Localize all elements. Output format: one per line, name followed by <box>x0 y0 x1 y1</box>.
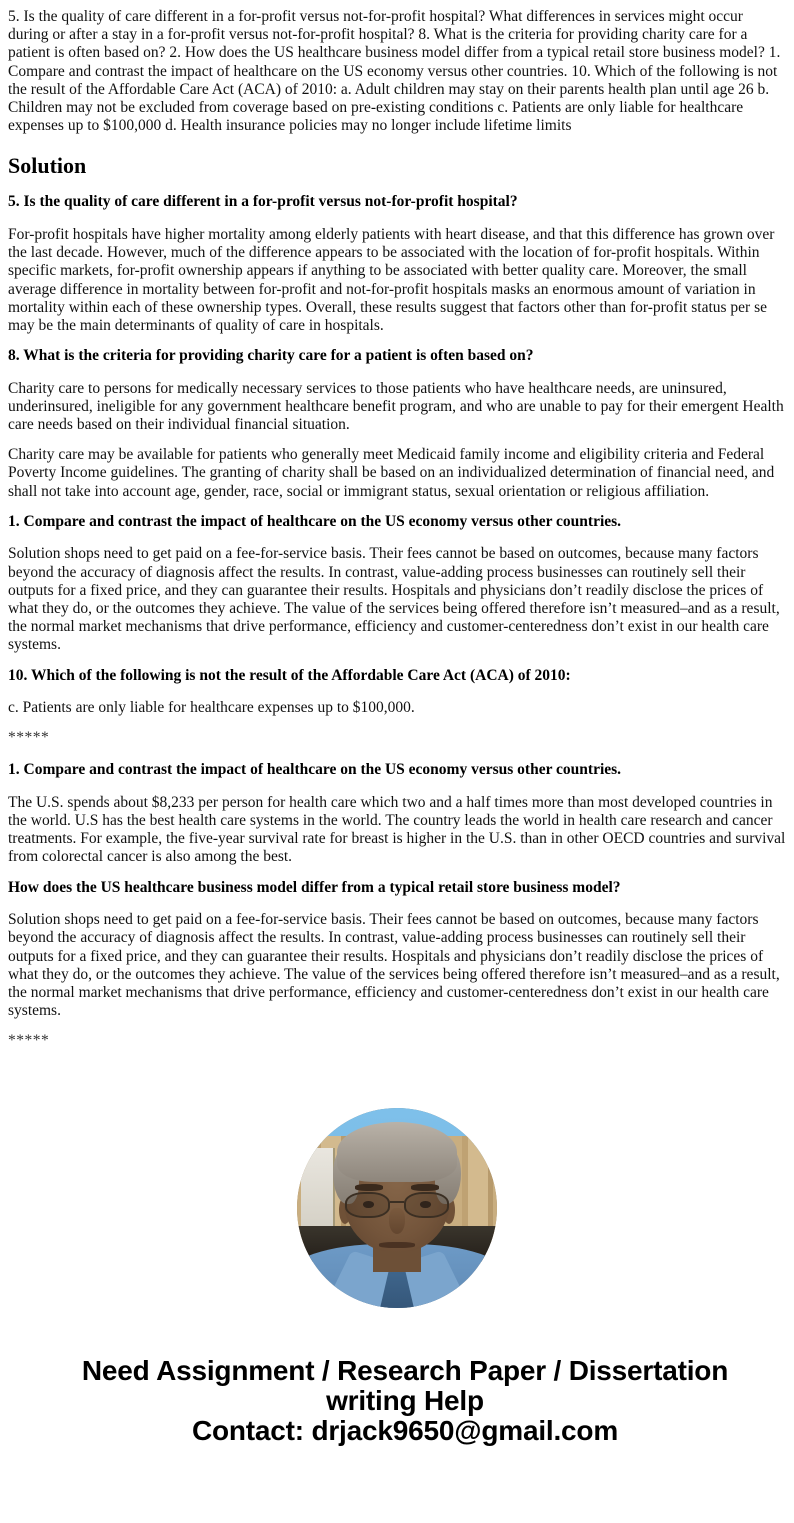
footer-promo <box>8 1356 794 1446</box>
avatar-container <box>8 1108 786 1308</box>
question-1-repeat-heading: 1. Compare and contrast the impact of healthcare on the US economy versus other countries. <box>8 761 622 779</box>
footer-headline-line-1: Need Assignment / Research Paper / Dissertation <box>81 1355 729 1387</box>
avatar-hair <box>337 1122 457 1182</box>
avatar <box>297 1108 497 1308</box>
footer-headline-line-2: writing Help <box>326 1385 484 1417</box>
question-1-answer: Solution shops need to get paid on a fee-for-service basis. Their fees cannot be based on outcomes, because many factors beyond the accuracy of diagnosis affect the results. In contrast, value-adding process businesses can routinely sell their outputs for a fixed price, and they can guarantee their results. Hospitals and physicians don’t readily disclose the prices of what they do, or the outcomes they achieve. The value of the services being offered therefore isn’t measured–and as a result, the normal market mechanisms that drive performance, efficiency and customer-centeredness don’t exist in our health care systems. <box>8 545 780 654</box>
avatar-eyebrow-left <box>355 1184 383 1190</box>
avatar-eyebrow-right <box>411 1184 439 1190</box>
avatar-background-doorframe <box>301 1148 335 1228</box>
avatar-lens-right <box>404 1192 449 1218</box>
intro-question-block: 5. Is the quality of care different in a for-profit versus not-for-profit hospital? What differences in services might occur during or after a stay in a for-profit versus not-for-profit hospital? 8. What is the criteria for providing charity care for a patient is often based on? 2. How does the US healthcare business model differ from a typical retail store business model? 1. Compare and contrast the impact of healthcare on the US economy versus other countries. 10. Which of the following is not the result of the Affordable Care Act (ACA) of 2010: a. Adult children may stay on their parents health plan until age 26 b. Children may not be excluded from coverage based on pre-existing conditions c. Patients are only liable for healthcare expenses up to $100,000 d. Health insurance policies may no longer include lifetime limits <box>8 8 781 135</box>
question-8-answer-paragraph-2: Charity care may be available for patients who generally meet Medicaid family income and eligibility criteria and Federal Poverty Income guidelines. The granting of charity shall be based on an individualized determination of financial need, and shall not take into account age, gender, race, social or immigrant status, sexual orientation or religious affiliation. <box>8 446 775 500</box>
question-2-answer: Solution shops need to get paid on a fee-for-service basis. Their fees cannot be based on outcomes, because many factors beyond the accuracy of diagnosis affect the results. In contrast, value-adding process businesses can routinely sell their outputs for a fixed price, and they can guarantee their results. Hospitals and physicians don’t readily disclose the prices of what they do, or the outcomes they achieve. The value of the services being offered therefore isn’t measured–and as a result, the normal market mechanisms that drive performance, efficiency and customer-centeredness don’t exist in our health care systems. <box>8 911 780 1020</box>
page-title: Solution <box>8 153 87 179</box>
avatar-lens-left <box>345 1192 390 1218</box>
section-separator-1: ***** <box>8 729 50 747</box>
question-5-heading: 5. Is the quality of care different in a for-profit versus not-for-profit hospital? <box>8 193 518 211</box>
question-1-heading: 1. Compare and contrast the impact of healthcare on the US economy versus other countries. <box>8 512 622 530</box>
question-8-answer-paragraph-1: Charity care to persons for medically necessary services to those patients who have healthcare needs, are uninsured, underinsured, ineligible for any government healthcare benefit program, and who are unable to pay for their emergent Health care needs based on their individual financial situation. <box>8 379 784 434</box>
footer-contact-email: Contact: drjack9650@gmail.com <box>191 1415 619 1447</box>
question-1-repeat-answer: The U.S. spends about $8,233 per person for health care which two and a half times more than most developed countries in the world. U.S has the best health care systems in the world. The country leads the world in health care research and cancer treatments. For example, the five-year survival rate for breast is higher in the U.S. than in other OECD countries and survival from colorectal cancer is also among the best. <box>8 793 786 866</box>
question-10-heading: 10. Which of the following is not the result of the Affordable Care Act (ACA) of 2010: <box>8 666 571 684</box>
avatar-mouth <box>379 1242 415 1247</box>
question-10-answer: c. Patients are only liable for healthcare expenses up to $100,000. <box>8 699 415 717</box>
avatar-glasses-bridge <box>390 1201 405 1203</box>
question-2-heading: How does the US healthcare business model differ from a typical retail store business model? <box>8 878 621 896</box>
question-8-heading: 8. What is the criteria for providing charity care for a patient is often based on? <box>8 347 534 365</box>
question-5-answer: For-profit hospitals have higher mortality among elderly patients with heart disease, and that this difference has grown over the last decade. However, much of the difference appears to be associated with the location of for-profit hospitals. Within specific markets, for-profit ownership appears if anything to be associated with better quality care. Moreover, the small average difference in mortality between for-profit and not-for-profit hospitals masks an enormous amount of variation in mortality within each of these ownership types. Overall, these results suggest that factors other than for-profit status per se may be the main determinants of quality of care in hospitals. <box>8 225 775 334</box>
section-separator-2: ***** <box>8 1032 50 1050</box>
